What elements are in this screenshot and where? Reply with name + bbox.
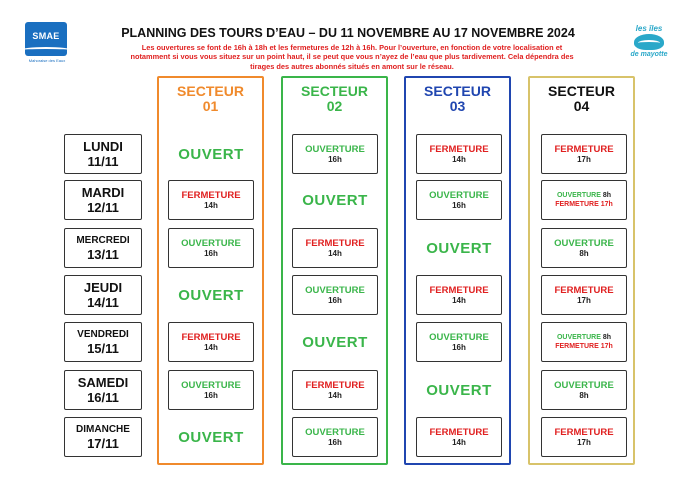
- day-name: LUNDI: [83, 139, 123, 154]
- ouverture-label: OUVERTURE: [305, 284, 365, 296]
- day-label: [64, 134, 142, 174]
- iles-logo-bottom-text: de mayotte: [630, 51, 668, 58]
- schedule-cell: [292, 134, 378, 174]
- hour-value: 14h: [452, 295, 466, 305]
- hour-value: 14h: [204, 342, 218, 352]
- hour-value: 14h: [452, 154, 466, 164]
- hour-value: 14h: [452, 437, 466, 447]
- day-date: 12/11: [87, 200, 119, 215]
- schedule-cell: [541, 322, 627, 362]
- note-line: tirages des autres abonnés situés en amont sur le réseau.: [250, 61, 454, 71]
- ouverture-label: OUVERTURE: [556, 334, 601, 341]
- mixed-status-line: [542, 191, 626, 200]
- ouverture-label: OUVERTURE: [305, 143, 365, 155]
- hour-value: 17h: [577, 295, 591, 305]
- hour-value: 14h: [204, 200, 218, 210]
- ouverture-label: OUVERTURE: [181, 379, 241, 391]
- open-status: OUVERT: [426, 239, 492, 257]
- fermeture-label: FERMETURE: [555, 343, 599, 350]
- mixed-status-line: [542, 200, 626, 209]
- day-label: [64, 180, 142, 220]
- schedule-cell: [292, 180, 378, 220]
- hour-value: 14h: [328, 248, 342, 258]
- fermeture-label: FERMETURE: [181, 331, 241, 343]
- ouverture-label: OUVERTURE: [429, 331, 489, 343]
- schedule-cell: [416, 228, 502, 268]
- sector-header: [406, 84, 509, 114]
- sector-header: [530, 84, 633, 114]
- fermeture-label: FERMETURE: [305, 379, 365, 391]
- day-date: 16/11: [87, 390, 119, 405]
- open-status: OUVERT: [178, 428, 244, 446]
- day-date: 14/11: [87, 295, 119, 310]
- sector-number: 04: [573, 98, 590, 114]
- hour-value: 8h: [602, 334, 612, 341]
- day-date: 13/11: [87, 247, 119, 262]
- hour-value: 17h: [600, 343, 613, 350]
- schedule-cell: [541, 370, 627, 410]
- fermeture-label: FERMETURE: [555, 201, 599, 208]
- day-name: VENDREDI: [77, 329, 129, 340]
- day-label: [64, 228, 142, 268]
- hour-value: 16h: [204, 248, 218, 258]
- sector-header: [283, 84, 386, 114]
- hour-value: 16h: [328, 295, 342, 305]
- schedule-cell: [292, 370, 378, 410]
- schedule-cell: [541, 134, 627, 174]
- sector-label: SECTEUR: [301, 83, 368, 99]
- wave-icon: [25, 47, 67, 53]
- ouverture-label: OUVERTURE: [429, 189, 489, 201]
- hour-value: 8h: [579, 390, 589, 400]
- schedule-cell: [541, 275, 627, 315]
- day-label: [64, 322, 142, 362]
- water-drop-icon: [634, 34, 664, 50]
- note-line: Les ouvertures se font de 16h à 18h et les fermetures de 12h à 16h. Pour l’ouverture, en fonction de votre localisation et: [141, 43, 563, 52]
- schedule-cell: [168, 134, 254, 174]
- schedule-note: [92, 43, 612, 71]
- schedule-cell: [168, 180, 254, 220]
- open-status: OUVERT: [302, 191, 368, 209]
- schedule-cell: [168, 370, 254, 410]
- hour-value: 16h: [204, 390, 218, 400]
- day-date: 11/11: [87, 154, 119, 169]
- sector-label: SECTEUR: [177, 83, 244, 99]
- ouverture-label: OUVERTURE: [556, 192, 601, 199]
- mixed-status-line: [542, 342, 626, 351]
- sector-label: SECTEUR: [548, 83, 615, 99]
- sector-number: 01: [202, 98, 219, 114]
- hour-value: 16h: [452, 342, 466, 352]
- sector-number: 03: [449, 98, 466, 114]
- ouverture-label: OUVERTURE: [554, 379, 614, 391]
- hour-value: 8h: [602, 192, 612, 199]
- day-name: JEUDI: [83, 280, 123, 295]
- schedule-cell: [416, 180, 502, 220]
- schedule-cell: [416, 275, 502, 315]
- day-label: [64, 275, 142, 315]
- schedule-cell: [292, 275, 378, 315]
- day-label: [64, 417, 142, 457]
- day-label: [64, 370, 142, 410]
- fermeture-label: FERMETURE: [554, 426, 614, 438]
- schedule-cell: [292, 417, 378, 457]
- hour-value: 16h: [328, 437, 342, 447]
- schedule-cell: [292, 228, 378, 268]
- fermeture-label: FERMETURE: [429, 143, 489, 155]
- schedule-cell: [168, 417, 254, 457]
- schedule-cell: [541, 180, 627, 220]
- iles-mayotte-logo: [624, 24, 674, 68]
- hour-value: 8h: [579, 248, 589, 258]
- ouverture-label: OUVERTURE: [305, 426, 365, 438]
- open-status: OUVERT: [178, 145, 244, 163]
- open-status: OUVERT: [302, 333, 368, 351]
- hour-value: 16h: [452, 200, 466, 210]
- hour-value: 16h: [328, 154, 342, 164]
- ouverture-label: OUVERTURE: [554, 237, 614, 249]
- schedule-cell: [416, 370, 502, 410]
- fermeture-label: FERMETURE: [554, 284, 614, 296]
- hour-value: 17h: [577, 437, 591, 447]
- smae-logo-subtitle: Mahoraise des Eaux: [28, 58, 66, 63]
- page-title: PLANNING DES TOURS D’EAU – DU 11 NOVEMBRE AU 17 NOVEMBRE 2024: [121, 26, 575, 40]
- day-date: 17/11: [87, 436, 119, 451]
- day-date: 15/11: [87, 341, 119, 356]
- fermeture-label: FERMETURE: [554, 143, 614, 155]
- schedule-cell: [541, 417, 627, 457]
- fermeture-label: FERMETURE: [305, 237, 365, 249]
- sector-label: SECTEUR: [424, 83, 491, 99]
- smae-logo-text: SMAE: [32, 31, 60, 41]
- hour-value: 17h: [577, 154, 591, 164]
- hour-value: 17h: [600, 201, 613, 208]
- hour-value: 14h: [328, 390, 342, 400]
- schedule-cell: [292, 322, 378, 362]
- sector-number: 02: [326, 98, 343, 114]
- fermeture-label: FERMETURE: [429, 284, 489, 296]
- open-status: OUVERT: [426, 381, 492, 399]
- open-status: OUVERT: [178, 286, 244, 304]
- schedule-cell: [168, 228, 254, 268]
- fermeture-label: FERMETURE: [429, 426, 489, 438]
- schedule-cell: [168, 275, 254, 315]
- schedule-cell: [416, 417, 502, 457]
- fermeture-label: FERMETURE: [181, 189, 241, 201]
- note-line: notamment si vous vous situez sur un point haut, il se peut que vous n’ayez de l’eau que plus tardivement. Cela dépendra des: [130, 52, 574, 62]
- day-name: SAMEDI: [77, 375, 129, 390]
- day-name: MARDI: [81, 185, 125, 200]
- schedule-cell: [416, 134, 502, 174]
- ouverture-label: OUVERTURE: [181, 237, 241, 249]
- sector-header: [159, 84, 262, 114]
- mixed-status-line: [542, 333, 626, 342]
- day-name: DIMANCHE: [76, 424, 130, 435]
- iles-logo-top-text: les îles: [635, 24, 663, 33]
- schedule-cell: [168, 322, 254, 362]
- schedule-cell: [416, 322, 502, 362]
- schedule-cell: [541, 228, 627, 268]
- day-name: MERCREDI: [76, 235, 130, 246]
